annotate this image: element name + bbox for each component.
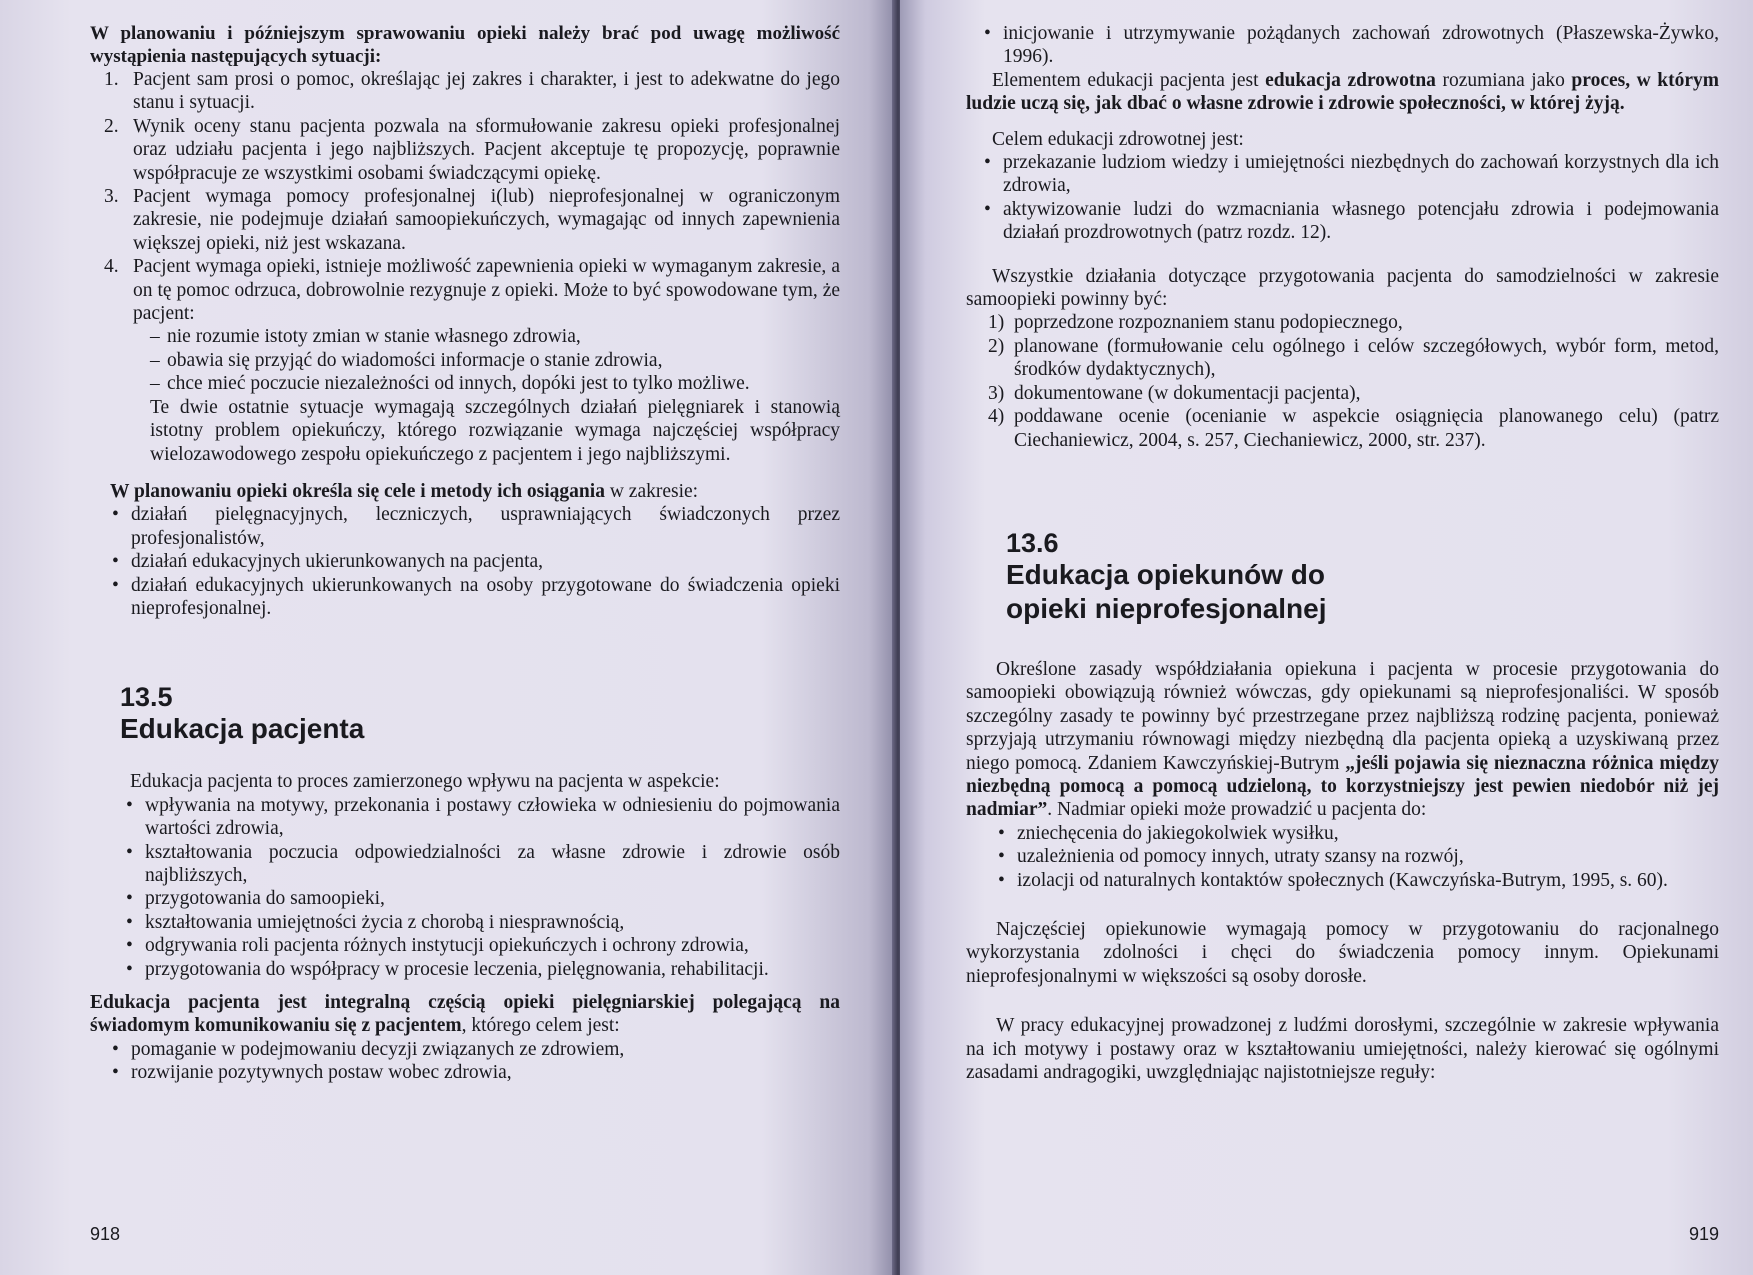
top-list [976, 22, 1719, 69]
preparation-intro: Wszystkie działania dotyczące przygotowania pacjenta do samodzielności w zakresie samoopieki powinny być: [966, 265, 1719, 311]
item-text: dokumentowane (w dokumentacji pacjenta), [1014, 382, 1361, 404]
item-number: 2. [104, 115, 119, 137]
rules-paragraph [966, 658, 1719, 822]
list-item [90, 115, 840, 185]
list-item: • inicjowanie i utrzymywanie pożądanych zachowań zdrowotnych (Płaszewska-Żywko, 1996). [976, 22, 1719, 69]
list-item: • uzależnienia od pomocy innych, utraty szansy na rozwój, [990, 845, 1719, 868]
item-number: 2) [988, 335, 1005, 357]
list-item: • wpływania na motywy, przekonania i postawy człowieka w odniesieniu do pojmowania wartości zdrowia, [118, 794, 840, 841]
list-item: – chce mieć poczucie niezależności od innych, dopóki jest to tylko możliwe. [150, 372, 840, 395]
element-pre: Elementem edukacji pacjenta jest [992, 69, 1266, 91]
situations-list [90, 68, 840, 325]
section-number: 13.5 [120, 682, 173, 713]
section-title: Edukacja pacjenta [120, 713, 365, 745]
reasons-list [150, 325, 840, 395]
list-item: • przekazanie ludziom wiedzy i umiejętności niezbędnych do zachowań korzystnych dla ich zdrowia, [976, 151, 1719, 198]
list-item: • izolacji od naturalnych kontaktów społecznych (Kawczyńska-Butrym, 1995, s. 60). [990, 869, 1719, 892]
list-item: • rozwijanie pozytywnych postaw wobec zdrowia, [104, 1061, 840, 1084]
list-item: – obawia się przyjąć do wiadomości informacje o stanie zdrowia, [150, 349, 840, 372]
list-item: • kształtowania umiejętności życia z chorobą i niesprawnością, [118, 911, 840, 934]
element-bold-2: proces, w którym ludzie uczą się, jak dbać o własne zdrowie i zdrowie społeczności, w której żyją. [966, 69, 1719, 115]
item-text: Pacjent wymaga pomocy profesjonalnej i(lub) nieprofesjonalnej w ograniczonym zakresie, nie podejmuje działań samoopiekuńczych, wymagając od innych zapewnienia większej opieki, niż jest wskazana. [133, 186, 840, 254]
list-item [978, 382, 1719, 405]
list-item [90, 185, 840, 255]
integral-paragraph [90, 991, 840, 1038]
item-text: Pacjent sam prosi o pomoc, określając jej zakres i charakter, i jest to adekwatne do jego stanu i sytuacji. [133, 69, 840, 114]
list-item: • działań pielęgnacyjnych, leczniczych, usprawniających świadczonych przez profesjonalistów, [104, 503, 840, 550]
goals-intro [90, 480, 840, 503]
adults-paragraph: Najczęściej opiekunowie wymagają pomocy w przygotowaniu do racjonalnego wykorzystania zdolności i chęci do świadczenia pomocy innym. Opiekunami nieprofesjonalnymi w większości są osoby dorosłe. [966, 918, 1719, 987]
integral-rest: , którego celem jest: [461, 1015, 620, 1037]
item-text: Pacjent wymaga opieki, istnieje możliwość zapewnienia opieki w wymaganym zakresie, a on tę pomoc odrzuca, dobrowolnie rezygnuje z opieki. Może to być spowodowane tym, że pacjent: [133, 256, 840, 325]
integral-bold: Edukacja pacjenta jest integralną częścią opieki pielęgniarskiej polegającą na świadomym komunikowaniu się z pacjentem [90, 992, 840, 1037]
rules-post: . Nadmiar opieki może prowadzić u pacjenta do: [1047, 799, 1427, 821]
list-item: • odgrywania roli pacjenta różnych instytucji opiekuńczych i ochrony zdrowia, [118, 934, 840, 957]
goals-intro-rest: w zakresie: [604, 480, 699, 502]
education-list [118, 794, 840, 981]
list-item [978, 335, 1719, 382]
last-two-paragraph: Te dwie ostatnie sytuacje wymagają szczególnych działań pielęgniarek i stanowią istotny problem opiekuńczy, którego rozwiązanie wymaga najczęściej współpracy wielozawodowego zespołu opiekuńczego z pacjentem i jego najbliższymi. [150, 396, 840, 465]
section-title: Edukacja opiekunów do opieki nieprofesjonalnej [1006, 558, 1327, 624]
list-item: • pomaganie w podejmowaniu decyzji związanych ze zdrowiem, [104, 1038, 840, 1061]
integral-list [104, 1038, 840, 1085]
section-number: 13.6 [1006, 527, 1059, 558]
item-number: 1. [104, 69, 119, 90]
list-item: • przygotowania do samoopieki, [118, 887, 840, 910]
element-bold-1: edukacja zdrowotna [1265, 69, 1436, 91]
goal-intro: Celem edukacji zdrowotnej jest: [992, 128, 1244, 150]
right-page [900, 0, 1753, 1275]
list-item [978, 405, 1719, 452]
page-number: 919 [1688, 1224, 1719, 1244]
preparation-list [978, 311, 1719, 451]
rules-quote: „jeśli pojawia się nieznaczna różnica między niezbędną pomocą a pomocą udzieloną, to korzystniejszy jest pewien niedobór niż jej nadmiar” [966, 752, 1719, 821]
goals-intro-bold: W planowaniu opieki określa się cele i metody ich osiągania [110, 480, 605, 502]
list-item: • działań edukacyjnych ukierunkowanych na osoby przygotowane do świadczenia opieki nieprofesjonalnej. [104, 574, 840, 621]
andragogy-paragraph: W pracy edukacyjnej prowadzonej z ludźmi dorosłymi, szczególnie w zakresie wpływania na ich motywy i postawy oraz w kształtowaniu umiejętności, należy kierować się ogólnymi zasadami andragogiki, uwzględniając najistotniejsze reguły: [966, 1015, 1719, 1083]
element-mid: rozumiana jako [1435, 69, 1572, 91]
item-number: 4. [104, 256, 119, 278]
list-item: – nie rozumie istoty zmian w stanie własnego zdrowia, [150, 325, 840, 348]
goal-list [976, 151, 1719, 245]
list-item [90, 255, 840, 325]
list-item: • przygotowania do współpracy w procesie leczenia, pielęgnowania, rehabilitacji. [118, 958, 840, 981]
item-text: poddawane ocenie (ocenianie w aspekcie osiągnięcia planowanego celu) (patrz Ciechaniewicz, 2004, s. 257, Ciechaniewicz, 2000, str. 237). [1014, 406, 1719, 451]
intro-paragraph: W planowaniu i późniejszym sprawowaniu opieki należy brać pod uwagę możliwość wystąpienia następujących sytuacji: [90, 23, 840, 67]
item-number: 4) [988, 406, 1005, 428]
goals-list [104, 503, 840, 620]
list-item: • kształtowania poczucia odpowiedzialności za własne zdrowie i zdrowie osób najbliższych, [118, 841, 840, 888]
item-text: poprzedzone rozpoznaniem stanu podopiecznego, [1014, 312, 1403, 334]
page-number: 918 [90, 1224, 121, 1244]
item-text: planowane (formułowanie celu ogólnego i celów szczegółowych, wybór form, metod, środków dydaktycznych), [1014, 335, 1719, 381]
list-item: • działań edukacyjnych ukierunkowanych na pacjenta, [104, 550, 840, 573]
element-paragraph [966, 69, 1719, 116]
excess-list [990, 822, 1719, 892]
rules-pre: Określone zasady współdziałania opiekuna i pacjenta w procesie przygotowania do samoopieki obowiązują również wówczas, gdy opiekunami są nieprofesjonaliści. W sposób szczególny zasady te powinny być przestrzegane przez najbliższą rodzinę pacjenta, ponieważ sprzyjają utrzymaniu równowagi między niezbędną dla pacjenta opieką a uzyskiwaną przez niego pomocą. Zdaniem Kawczyńskiej-Butrym [966, 658, 1719, 774]
item-number: 3. [104, 186, 119, 208]
list-item: • aktywizowanie ludzi do wzmacniania własnego potencjału zdrowia i podejmowania działań prozdrowotnych (patrz rozdz. 12). [976, 198, 1719, 245]
item-number: 3) [988, 382, 1005, 404]
list-item [978, 311, 1719, 334]
list-item [90, 68, 840, 115]
item-text: Wynik oceny stanu pacjenta pozwala na sformułowanie zakresu opieki profesjonalnej oraz udziału pacjenta i jego najbliższych. Pacjent akceptuje tę propozycję, poprawnie współpracuje ze wszystkimi osobami świadczącymi opiekę. [133, 115, 840, 184]
education-intro: Edukacja pacjenta to proces zamierzonego wpływu na pacjenta w aspekcie: [130, 771, 720, 793]
list-item: • zniechęcenia do jakiegokolwiek wysiłku, [990, 822, 1719, 845]
item-number: 1) [988, 312, 1005, 334]
